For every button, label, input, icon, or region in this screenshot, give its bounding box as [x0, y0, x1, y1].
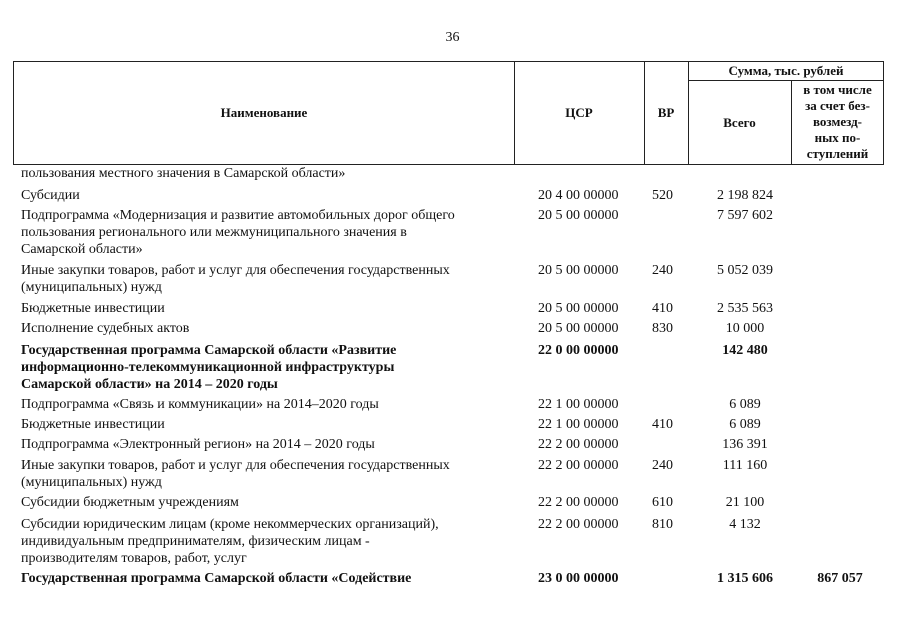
row-total: 142 480 — [722, 343, 768, 358]
row-name-line: Бюджетные инвестиции — [21, 301, 165, 316]
row-csr: 23 0 00 00000 — [538, 571, 619, 586]
header-including-line: возмезд- — [813, 114, 862, 129]
header-including-line: за счет без- — [805, 98, 870, 113]
header-including-line: ступлений — [806, 146, 869, 161]
row-name — [21, 516, 511, 567]
row-name-line: индивидуальным предпринимателям, физическим лицам - — [21, 534, 370, 549]
row-vr: 520 — [652, 188, 673, 203]
row-total: 5 052 039 — [717, 263, 773, 278]
row-total: 2 535 563 — [717, 301, 773, 316]
row-name-line: Иные закупки товаров, работ и услуг для обеспечения государственных — [21, 458, 450, 473]
row-name-line: пользования регионального или межмуниципального значения в — [21, 225, 407, 240]
header-including-line: ных по- — [814, 130, 861, 145]
row-name-line: Субсидии — [21, 188, 80, 203]
row-name-line: Исполнение судебных актов — [21, 321, 190, 336]
row-total: 1 315 606 — [717, 571, 773, 586]
row-name-line: Государственная программа Самарской области «Содействие — [21, 571, 412, 586]
row-name-line: Бюджетные инвестиции — [21, 417, 165, 432]
row-name — [21, 457, 511, 491]
row-csr: 20 5 00 00000 — [538, 321, 619, 336]
row-name-line: информационно-телекоммуникационной инфраструктуры — [21, 360, 395, 375]
header-name: Наименование — [220, 105, 308, 120]
row-total: 6 089 — [729, 397, 761, 412]
row-name-line: пользования местного значения в Самарской области» — [21, 166, 346, 181]
row-vr: 830 — [652, 321, 673, 336]
row-total: 7 597 602 — [717, 208, 773, 223]
row-name-line: производителям товаров, работ, услуг — [21, 551, 247, 566]
row-vr: 410 — [652, 301, 673, 316]
row-total: 21 100 — [725, 495, 765, 510]
row-name-line: Субсидии бюджетным учреждениям — [21, 495, 239, 510]
row-name — [21, 570, 511, 587]
row-csr: 20 5 00 00000 — [538, 208, 619, 223]
row-total: 4 132 — [729, 517, 761, 532]
row-name — [21, 320, 511, 337]
row-csr: 22 2 00 00000 — [538, 437, 619, 452]
row-csr: 20 5 00 00000 — [538, 263, 619, 278]
row-name-line: Государственная программа Самарской области «Развитие — [21, 343, 397, 358]
row-name-line: Самарской области» на 2014 – 2020 годы — [21, 377, 278, 392]
row-csr: 22 2 00 00000 — [538, 458, 619, 473]
row-total: 136 391 — [722, 437, 768, 452]
row-total: 6 089 — [729, 417, 761, 432]
row-csr: 22 1 00 00000 — [538, 417, 619, 432]
row-name-line: Подпрограмма «Модернизация и развитие автомобильных дорог общего — [21, 208, 455, 223]
row-csr: 22 2 00 00000 — [538, 495, 619, 510]
row-csr: 20 4 00 00000 — [538, 188, 619, 203]
row-name — [21, 187, 511, 204]
row-total: 10 000 — [725, 321, 765, 336]
header-including-line: в том числе — [803, 82, 872, 97]
table-header — [13, 61, 884, 165]
header-sum: Сумма, тыс. рублей — [728, 63, 844, 78]
row-csr: 22 1 00 00000 — [538, 397, 619, 412]
row-including: 867 057 — [817, 571, 863, 586]
header-total: Всего — [723, 115, 756, 130]
row-name — [21, 165, 511, 182]
row-name-line: Самарской области» — [21, 242, 143, 257]
row-name — [21, 494, 511, 511]
header-including — [791, 82, 884, 162]
row-name — [21, 436, 511, 453]
row-vr: 410 — [652, 417, 673, 432]
row-total: 2 198 824 — [717, 188, 773, 203]
row-name — [21, 396, 511, 413]
row-name-line: Подпрограмма «Электронный регион» на 2014 – 2020 годы — [21, 437, 375, 452]
row-vr: 810 — [652, 517, 673, 532]
row-vr: 240 — [652, 458, 673, 473]
row-name — [21, 300, 511, 317]
page-number: 36 — [445, 30, 460, 45]
header-divider-sum — [688, 80, 884, 81]
row-vr: 240 — [652, 263, 673, 278]
row-name-line: Подпрограмма «Связь и коммуникации» на 2014–2020 годы — [21, 397, 379, 412]
row-csr: 20 5 00 00000 — [538, 301, 619, 316]
row-name-line: Иные закупки товаров, работ и услуг для обеспечения государственных — [21, 263, 450, 278]
row-name-line: (муниципальных) нужд — [21, 280, 162, 295]
row-csr: 22 2 00 00000 — [538, 517, 619, 532]
row-vr: 610 — [652, 495, 673, 510]
row-name — [21, 342, 511, 393]
header-csr: ЦСР — [565, 105, 593, 120]
row-name-line: Субсидии юридическим лицам (кроме некоммерческих организаций), — [21, 517, 439, 532]
row-name — [21, 262, 511, 296]
row-name — [21, 416, 511, 433]
row-csr: 22 0 00 00000 — [538, 343, 619, 358]
row-total: 111 160 — [722, 458, 768, 473]
header-vr: ВР — [657, 105, 675, 120]
row-name — [21, 207, 511, 258]
row-name-line: (муниципальных) нужд — [21, 475, 162, 490]
